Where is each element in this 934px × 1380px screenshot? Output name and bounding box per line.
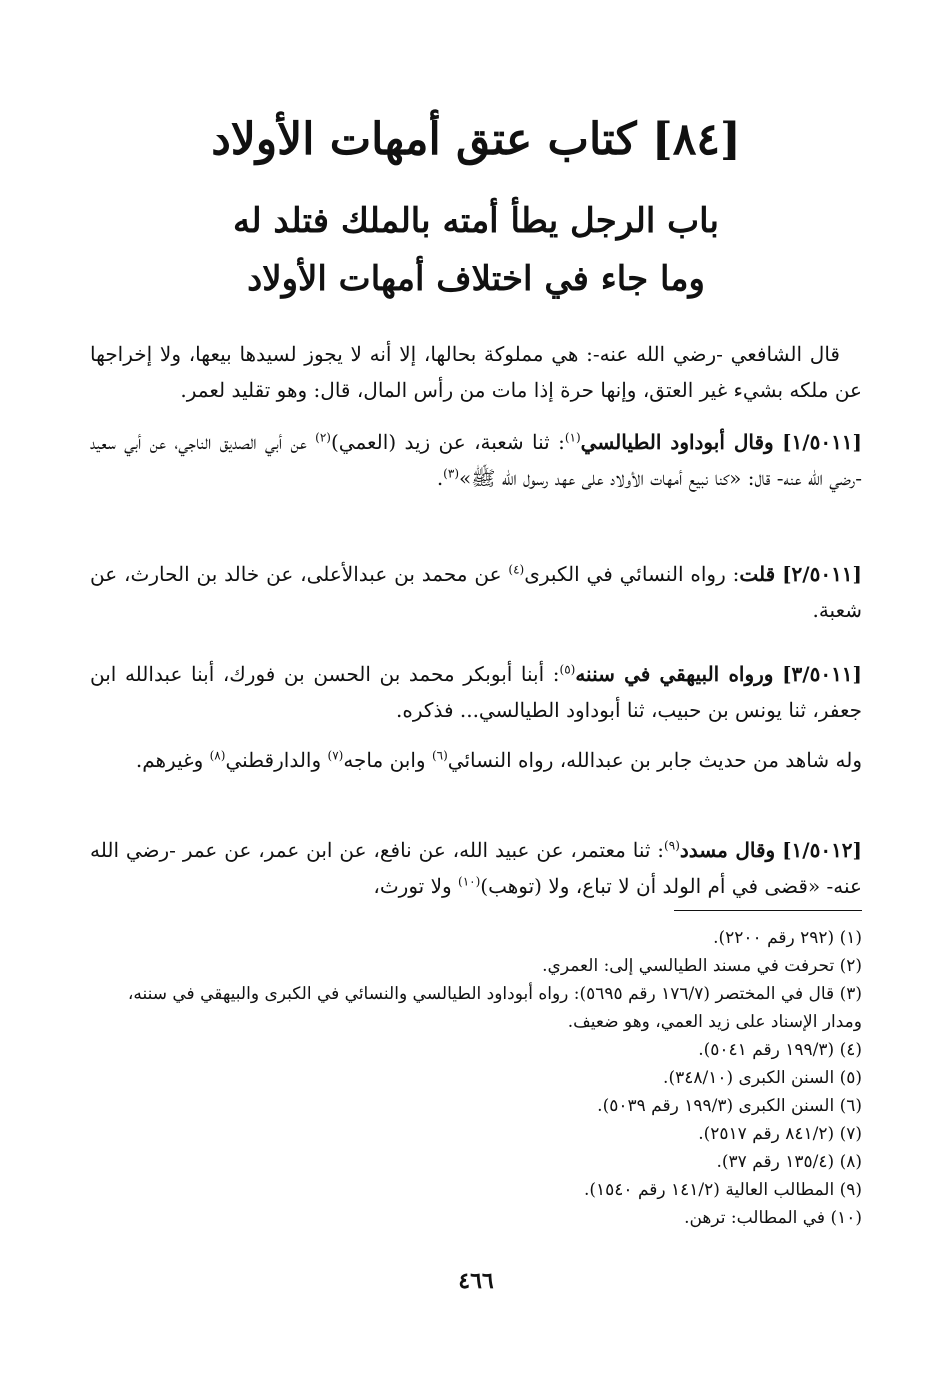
hadith-text: : ثنا شعبة، عن زيد (العمي) (330, 430, 565, 454)
footnote-marker[interactable]: (٣) (443, 466, 459, 481)
witness-text: وابن ماجه (343, 748, 432, 772)
hadith-ref: [٢/٥٠١١] (782, 562, 863, 586)
footnote-item: (٨) (١٣٥/٤ رقم ٣٧). (716, 1152, 862, 1172)
hadith-text: : ثنا معتمر، عن عبيد الله، عن نافع، عن ابن عمر، عن عمر -رضي الله عنه- «قضى في أم الولد أن لا تباع، ولا (توهب) (90, 838, 862, 898)
book-title: [٨٤] كتاب عتق أمهات الأولاد (211, 114, 741, 165)
hadith-narrator: وقال أبوداود الطيالسي (580, 430, 774, 454)
footnote-marker[interactable]: (١٠) (458, 874, 481, 889)
hadith-5012-1 (90, 832, 862, 904)
footnote-item: (٣) قال في المختصر (١٧٦/٧ رقم ٥٦٩٥): رواه أبوداود الطيالسي والنسائي في الكبرى والبيهقي في سننه، ومدار الإسناد على زيد العمي، وهو ضعيف. (127, 984, 862, 1032)
footnote-marker[interactable]: (٧) (327, 748, 344, 763)
hadith-text: : رواه النسائي في الكبرى (524, 562, 740, 586)
footnote-item: (١٠) في المطالب: ترهن. (684, 1208, 862, 1228)
hadith-5011-2 (90, 556, 862, 628)
hadith-ref: [١/٥٠١٢] (782, 838, 863, 862)
hadith-text: : أبنا أبوبكر محمد بن الحسن بن فورك، أبنا عبدالله ابن جعفر، ثنا يونس بن حبيب، ثنا أبوداود الطيالسي... فذكره. (90, 662, 862, 722)
hadith-text: ولا تورث، (373, 874, 459, 898)
hadith-text: . (436, 466, 444, 490)
hadith-5011-1 (90, 424, 862, 496)
footnote-item: (٩) المطالب العالية (١٤١/٢ رقم ١٥٤٠). (583, 1180, 862, 1200)
footnote-item: (٥) السنن الكبرى (٣٤٨/١٠). (663, 1068, 862, 1088)
footnote-item: (١) (٢٩٢ رقم ٢٢٠٠). (713, 928, 862, 948)
witness-paragraph (90, 742, 862, 778)
footnote-item: (٦) السنن الكبرى (١٩٩/٣ رقم ٥٠٣٩). (597, 1096, 862, 1116)
footnote-marker[interactable]: (٢) (315, 430, 331, 445)
footnote-marker[interactable]: (٩) (664, 838, 680, 853)
intro-paragraph: قال الشافعي -رضي الله عنه-: هي مملوكة بحالها، إلا أنه لا يجوز لسيدها بيعها، ولا إخراجها عن ملكه بشيء غير العتق، وإنها حرة إذا مات من رأس المال، قال: وهو تقليد لعمر. (90, 342, 862, 402)
hadith-text: عن محمد بن عبدالأعلى، عن خالد بن الحارث، عن شعبة. (90, 562, 862, 622)
chapter-title-line-2: وما جاء في اختلاف أمهات الأولاد (247, 259, 705, 299)
footnote-item: (٧) (٨٤١/٢ رقم ٢٥١٧). (698, 1124, 862, 1144)
footnotes-list (90, 924, 862, 1232)
hadith-narrator: ورواه البيهقي في سننه (575, 662, 774, 686)
witness-text: وغيرهم. (135, 748, 210, 772)
witness-text: وله شاهد من حديث جابر بن عبدالله، رواه النسائي (447, 748, 862, 772)
footnote-marker[interactable]: (٥) (559, 662, 576, 677)
footnote-marker[interactable]: (١) (564, 430, 581, 445)
hadith-ref: [٣/٥٠١١] (782, 662, 863, 686)
footnote-divider (674, 910, 862, 911)
footnote-marker[interactable]: (٤) (508, 562, 525, 577)
hadith-narrator: وقال مسدد (679, 838, 776, 862)
footnote-item: (٤) (١٩٩/٣ رقم ٥٠٤١). (698, 1040, 862, 1060)
footnote-item: (٢) تحرفت في مسند الطيالسي إلى: العمري. (542, 956, 862, 976)
chapter-title-line-1: باب الرجل يطأ أمته بالملك فتلد له (233, 201, 719, 241)
footnote-marker[interactable]: (٦) (431, 748, 448, 763)
hadith-ref: [١/٥٠١١] (782, 430, 863, 454)
hadith-5011-3 (90, 656, 862, 728)
witness-text: والدارقطني (225, 748, 328, 772)
hadith-narrator: قلت (739, 562, 776, 586)
hadith-text: عن أبي الصديق الناجي، عن أبي سعيد -رضي الله عنه- قال: «كنا نبيع أمهات الأولاد على عهد رسول الله ﷺ» (90, 430, 862, 490)
footnote-marker[interactable]: (٨) (209, 748, 226, 763)
page-number: ٤٦٦ (458, 1268, 494, 1294)
